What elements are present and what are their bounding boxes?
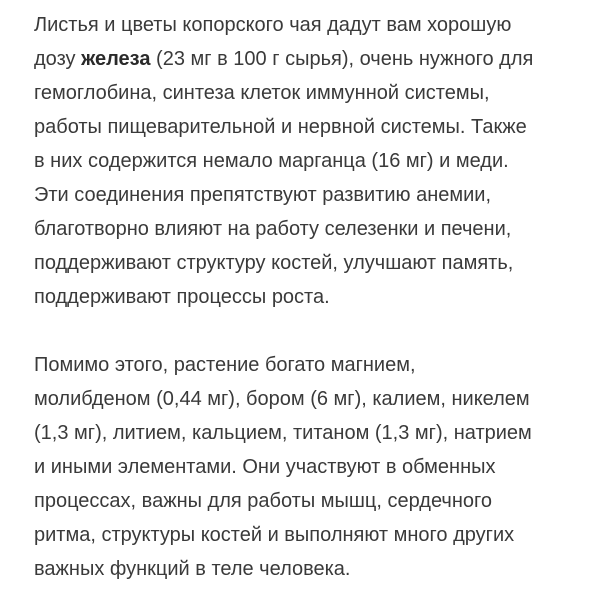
text-line: и иными элементами. Они участвуют в обменных bbox=[34, 456, 496, 478]
text-line: Эти соединения препятствуют развитию анемии, bbox=[34, 184, 492, 206]
text-line: в них содержится немало марганца (16 мг) и меди. bbox=[34, 150, 509, 172]
text-line bbox=[34, 42, 594, 76]
text-line: поддерживают процессы роста. bbox=[34, 286, 330, 308]
text-line: гемоглобина, синтеза клеток иммунной системы, bbox=[34, 82, 490, 104]
text-line: Помимо этого, растение богато магнием, bbox=[34, 354, 416, 376]
text-line: ритма, структуры костей и выполняют много других bbox=[34, 524, 515, 546]
article-text bbox=[34, 8, 594, 586]
text-line: работы пищеварительной и нервной системы. Также bbox=[34, 116, 527, 138]
text-line: (1,3 мг), литием, кальцием, титаном (1,3 мг), натрием bbox=[34, 422, 532, 444]
text-line: поддерживают структуру костей, улучшают память, bbox=[34, 252, 514, 274]
text-fragment: (23 мг в 100 г сырья), очень нужного для bbox=[150, 48, 534, 70]
text-line: благотворно влияют на работу селезенки и печени, bbox=[34, 218, 512, 240]
text-line: Листья и цветы копорского чая дадут вам хорошую bbox=[34, 14, 512, 36]
paragraph-minerals bbox=[34, 348, 594, 586]
text-line: важных функций в теле человека. bbox=[34, 558, 351, 580]
bold-keyword-iron: железа bbox=[81, 48, 151, 70]
paragraph-iron bbox=[34, 8, 594, 314]
text-line: процессах, важны для работы мышц, сердечного bbox=[34, 490, 492, 512]
text-line: молибденом (0,44 мг), бором (6 мг), калием, никелем bbox=[34, 388, 530, 410]
text-fragment: дозу bbox=[34, 48, 82, 70]
